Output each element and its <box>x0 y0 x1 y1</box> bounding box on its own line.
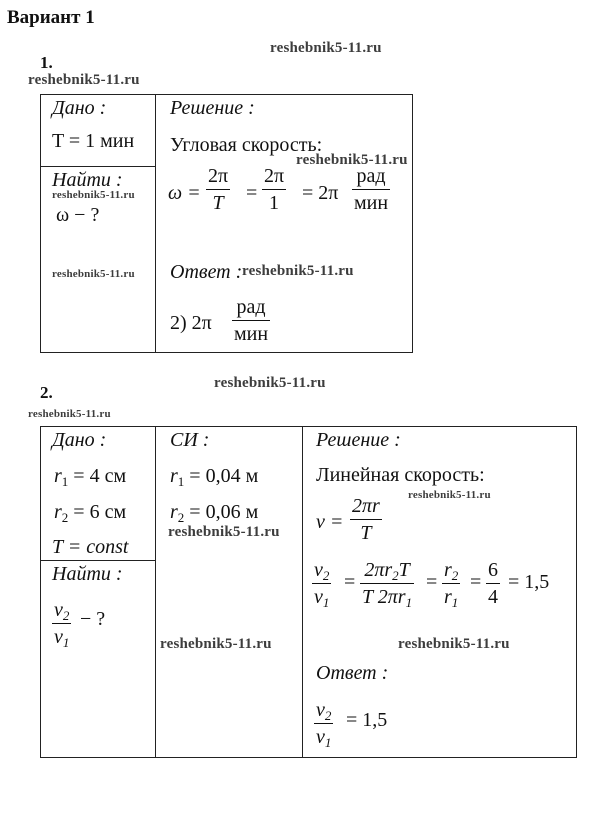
answer-fraction-v2-v1 <box>314 699 333 750</box>
subscript: 1 <box>405 595 413 610</box>
solution-label: Решение : <box>170 97 255 119</box>
solution-label: Решение : <box>316 429 401 451</box>
numerator: 2πr <box>352 495 380 517</box>
problem-2-number: 2. <box>40 383 53 402</box>
subscript: 2 <box>451 568 459 583</box>
symbol: v <box>316 726 325 748</box>
subscript: 1 <box>177 474 185 489</box>
formula-omega: ω = <box>168 182 201 204</box>
denominator <box>442 584 460 610</box>
watermark: reshebnik5-11.ru <box>242 263 354 279</box>
numerator <box>314 700 333 723</box>
given-r1 <box>54 465 126 488</box>
subscript: 2 <box>62 608 70 623</box>
denominator: 1 <box>269 192 280 214</box>
find-fraction-v2-v1 <box>52 599 71 650</box>
answer-value: = 1,5 <box>346 709 388 731</box>
symbol: v <box>314 586 323 608</box>
symbol: r <box>54 501 62 523</box>
angular-velocity-label: Угловая скорость: <box>170 134 323 156</box>
answer-fraction-rad-per-min <box>232 297 270 344</box>
symbol: r <box>444 559 452 581</box>
ratio-v2-v1 <box>312 559 331 610</box>
denominator: 4 <box>488 586 498 608</box>
watermark: reshebnik5-11.ru <box>214 375 326 391</box>
watermark: reshebnik5-11.ru <box>52 268 135 280</box>
given-label: Дано : <box>52 97 107 119</box>
linear-velocity-label: Линейная скорость: <box>316 464 485 486</box>
symbol: r <box>170 501 178 523</box>
page-title: Вариант 1 <box>7 7 95 28</box>
part: 2πr <box>364 559 393 581</box>
symbol: v <box>316 699 325 721</box>
answer-value: 2) 2π <box>170 312 212 334</box>
fraction-r2-r1 <box>442 559 460 610</box>
si-r2 <box>170 501 258 524</box>
symbol: r <box>54 465 62 487</box>
denominator <box>314 724 333 750</box>
value: = 0,04 м <box>184 465 259 487</box>
given-label: Дано : <box>52 429 107 451</box>
table-divider <box>155 426 156 758</box>
fraction-6-over-4 <box>486 560 500 607</box>
value: = 0,06 м <box>184 501 259 523</box>
watermark: reshebnik5-11.ru <box>168 524 280 540</box>
part: T 2πr <box>362 586 406 608</box>
equals-sign: = <box>246 182 258 204</box>
value: = 6 см <box>68 501 127 523</box>
answer-label: Ответ : <box>316 662 389 684</box>
ratio-result: = 1,5 <box>508 571 550 593</box>
subscript: 1 <box>62 635 70 650</box>
equals-sign: = <box>344 571 356 593</box>
subscript: 1 <box>61 474 69 489</box>
symbol: r <box>444 586 452 608</box>
denominator <box>360 584 414 610</box>
fraction-rad-per-min <box>352 166 390 213</box>
subscript: 2 <box>392 568 399 583</box>
subscript: 2 <box>322 568 330 583</box>
watermark: reshebnik5-11.ru <box>28 408 111 420</box>
denominator: мин <box>234 323 269 345</box>
numerator <box>312 560 331 583</box>
denominator <box>52 624 71 650</box>
watermark: reshebnik5-11.ru <box>270 40 382 56</box>
find-label: Найти : <box>52 563 123 585</box>
table-divider <box>155 94 156 353</box>
denominator <box>312 584 331 610</box>
denominator: мин <box>354 192 389 214</box>
subscript: 1 <box>322 595 330 610</box>
fraction-2pir-over-T <box>350 496 382 543</box>
part: T <box>398 559 410 581</box>
subscript: 2 <box>324 708 332 723</box>
symbol: v <box>54 599 63 621</box>
numerator <box>362 560 411 583</box>
table-divider <box>40 166 156 167</box>
denominator: T <box>212 192 224 214</box>
fraction-2pi-over-T <box>206 166 230 213</box>
numerator <box>52 600 71 623</box>
watermark: reshebnik5-11.ru <box>160 636 272 652</box>
symbol: r <box>170 465 178 487</box>
symbol: v <box>314 559 323 581</box>
symbol: v <box>54 626 63 648</box>
subscript: 1 <box>324 735 332 750</box>
watermark: reshebnik5-11.ru <box>296 152 408 168</box>
denominator: T <box>360 522 372 544</box>
given-r2 <box>54 501 126 524</box>
value: = 4 см <box>68 465 127 487</box>
fraction-2pi-over-1 <box>262 166 286 213</box>
find-question: − ? <box>80 608 106 630</box>
formula-v: v = <box>316 511 344 533</box>
fraction-big <box>360 559 414 610</box>
given-value: T = 1 мин <box>52 130 135 152</box>
numerator: 2π <box>208 165 229 187</box>
problem-1-number: 1. <box>40 53 53 72</box>
watermark: reshebnik5-11.ru <box>398 636 510 652</box>
numerator: 2π <box>264 165 285 187</box>
numerator: рад <box>356 165 386 187</box>
table-divider <box>40 560 156 561</box>
answer-label: Ответ : <box>170 261 243 283</box>
equals-sign: = <box>426 571 438 593</box>
find-label: Найти : <box>52 169 123 191</box>
subscript: 2 <box>61 510 69 525</box>
subscript: 2 <box>177 510 185 525</box>
equals-sign: = <box>470 571 482 593</box>
given-T: T = const <box>52 536 129 558</box>
find-value: ω − ? <box>56 204 100 226</box>
numerator <box>442 560 460 583</box>
si-label: СИ : <box>170 429 210 451</box>
numerator: 6 <box>488 559 498 581</box>
watermark: reshebnik5-11.ru <box>52 189 135 201</box>
numerator: рад <box>236 296 266 318</box>
subscript: 1 <box>451 595 459 610</box>
watermark: reshebnik5-11.ru <box>408 489 491 501</box>
si-r1 <box>170 465 258 488</box>
formula-result: = 2π <box>302 182 339 204</box>
table-divider <box>302 426 303 758</box>
watermark: reshebnik5-11.ru <box>28 72 140 88</box>
